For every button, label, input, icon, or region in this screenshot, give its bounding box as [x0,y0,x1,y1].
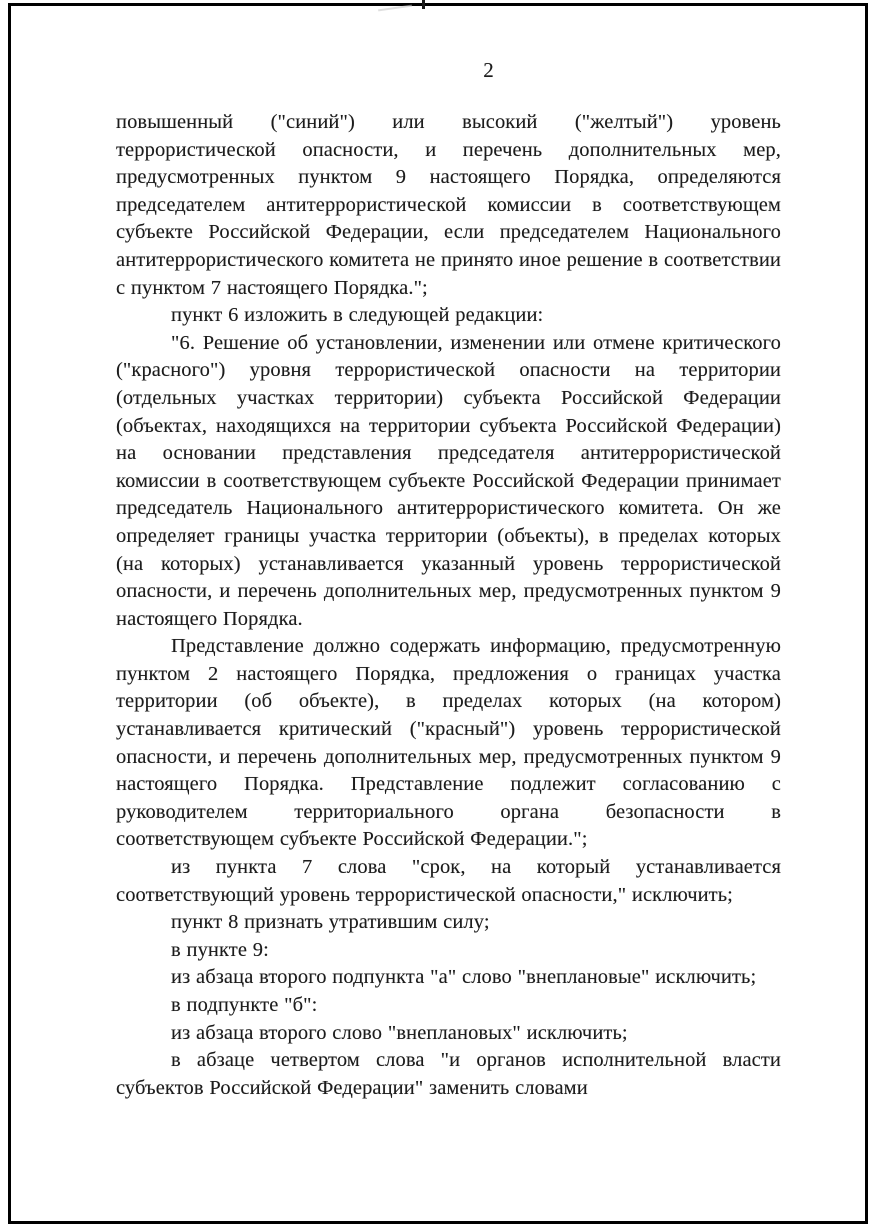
paragraph: "6. Решение об установлении, изменении или отмене критического ("красного") уровня террористической опасности на территории (отдельных участках территории) субъекта Российской Федерации (объектах, находящихся на территории субъекта Российской Федерации) на основании представления председателя антитеррористической комиссии в соответствующем субъекте Российской Федерации принимает председатель Национального антитеррористического комитета. Он же определяет границы участка территории (объекты), в пределах которых (на которых) устанавливается указанный уровень террористической опасности, и перечень дополнительных мер, предусмотренных пунктом 9 настоящего Порядка. [116,331,781,630]
scan-artifact-tick [422,0,425,9]
page-border [8,3,868,1224]
paragraph: из абзаца второго слово "внеплановых" исключить; [171,1021,628,1044]
paragraph: в подпункте "б": [171,994,318,1016]
paragraph: повышенный ("синий") или высокий ("желтый") уровень террористической опасности, и перечень дополнительных мер, предусмотренных пунктом 9 настоящего Порядка, определяются председателем антитеррористической комиссии в соответствующем субъекте Российской Федерации, если председателем Национального антитеррористического комитета не принято иное решение в соответствии с пунктом 7 настоящего Порядка."; [116,111,781,299]
paragraph: из пункта 7 слова "срок, на который устанавливается соответствующий уровень террористической опасности," исключить; [116,856,781,906]
document-text [116,109,781,1102]
paragraph: из абзаца второго подпункта "а" слово "внеплановые" исключить; [171,966,757,989]
paragraph: в пункте 9: [171,938,269,961]
paragraph: в абзаце четвертом слова "и органов исполнительной власти субъектов Российской Федерации" заменить словами [116,1049,781,1099]
paragraph: Представление должно содержать информацию, предусмотренную пунктом 2 настоящего Порядка, предложения о границах участка территории (об объекте), в пределах которых (на котором) устанавливается критический ("красный") уровень террористической опасности, и перечень дополнительных мер, предусмотренных пунктом 9 настоящего Порядка. Представление подлежит согласованию с руководителем территориального органа безопасности в соответствующем субъекте Российской Федерации."; [116,635,781,851]
paragraph: пункт 8 признать утратившим силу; [171,911,490,934]
paragraph: пункт 6 изложить в следующей редакции: [171,304,544,327]
page-number: 2 [483,58,494,82]
